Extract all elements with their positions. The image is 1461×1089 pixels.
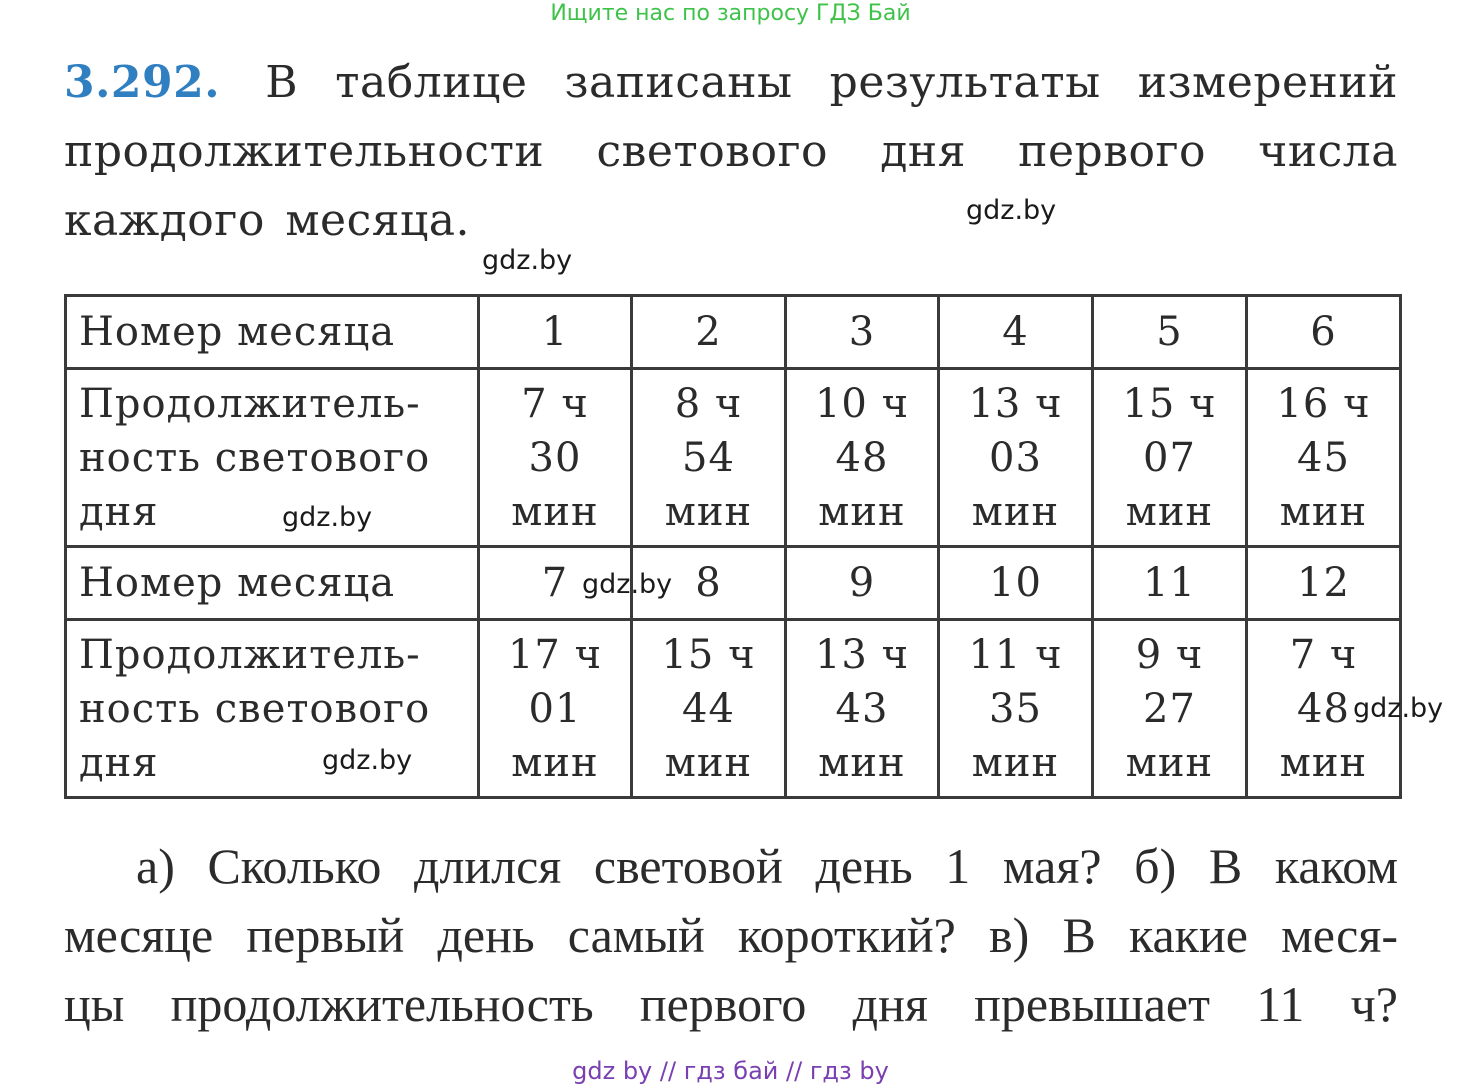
month-cell: 5 bbox=[1093, 296, 1247, 369]
row-header: Номер месяца bbox=[66, 296, 479, 369]
problem-number: 3.292. bbox=[64, 57, 221, 108]
footer-watermark: gdz by // гдз бай // гдз by bbox=[572, 1057, 889, 1085]
row-header: Номер месяца bbox=[66, 547, 479, 620]
month-cell: 4 bbox=[939, 296, 1093, 369]
row-header-line: Продолжитель- bbox=[79, 380, 421, 427]
row-header-line: дня bbox=[79, 739, 159, 786]
duration-cell: 13 ч 03 мин bbox=[939, 369, 1093, 547]
duration-cell: 13 ч 43 мин bbox=[786, 620, 939, 798]
duration-cell: 8 ч 54 мин bbox=[632, 369, 786, 547]
daylight-table bbox=[64, 294, 1402, 799]
row-header-line: Продолжитель- bbox=[79, 631, 421, 678]
watermark: gdz.by bbox=[322, 745, 413, 776]
month-cell: 3 bbox=[786, 296, 939, 369]
table-row bbox=[66, 296, 1401, 369]
problem-statement bbox=[64, 48, 1398, 255]
table-row bbox=[66, 369, 1401, 547]
month-cell: 7 bbox=[479, 547, 632, 620]
watermark: gdz.by bbox=[282, 502, 373, 533]
watermark: gdz.by bbox=[966, 195, 1057, 226]
table-row bbox=[66, 547, 1401, 620]
duration-cell: 10 ч 48 мин bbox=[786, 369, 939, 547]
month-cell: 1 bbox=[479, 296, 632, 369]
month-cell: 6 bbox=[1247, 296, 1401, 369]
month-cell: 2 bbox=[632, 296, 786, 369]
duration-cell: 7 ч 48 мин bbox=[1247, 620, 1401, 798]
duration-cell: 9 ч 27 мин bbox=[1093, 620, 1247, 798]
row-header bbox=[66, 369, 479, 547]
question-line: месяце первый день самый короткий? в) В какие меся- bbox=[64, 907, 1398, 963]
row-header-line: ность светового bbox=[79, 434, 431, 481]
duration-cell: 7 ч 30 мин bbox=[479, 369, 632, 547]
month-cell: 8 bbox=[632, 547, 786, 620]
duration-cell: 15 ч 44 мин bbox=[632, 620, 786, 798]
month-cell: 12 bbox=[1247, 547, 1401, 620]
question-line: а) Сколько длился световой день 1 мая? б) В каком bbox=[136, 838, 1398, 894]
duration-cell: 17 ч 01 мин bbox=[479, 620, 632, 798]
problem-text: В таблице записаны результаты измерений продолжительности светового дня первого числа каждого месяца. bbox=[64, 57, 1398, 246]
duration-cell: 15 ч 07 мин bbox=[1093, 369, 1247, 547]
duration-cell: 11 ч 35 мин bbox=[939, 620, 1093, 798]
watermark: gdz.by bbox=[1353, 693, 1444, 724]
top-banner: Ищите нас по запросу ГДЗ Бай bbox=[550, 1, 911, 26]
month-cell: 10 bbox=[939, 547, 1093, 620]
row-header bbox=[66, 620, 479, 798]
row-header-line: дня bbox=[79, 488, 159, 535]
watermark: gdz.by bbox=[482, 245, 573, 276]
table-row bbox=[66, 620, 1401, 798]
watermark: gdz.by bbox=[582, 569, 673, 600]
question-line: цы продолжительность первого дня превышает 11 ч? bbox=[64, 976, 1398, 1032]
row-header-line: ность светового bbox=[79, 685, 431, 732]
questions bbox=[64, 832, 1398, 1039]
month-cell: 11 bbox=[1093, 547, 1247, 620]
month-cell: 9 bbox=[786, 547, 939, 620]
duration-cell: 16 ч 45 мин bbox=[1247, 369, 1401, 547]
